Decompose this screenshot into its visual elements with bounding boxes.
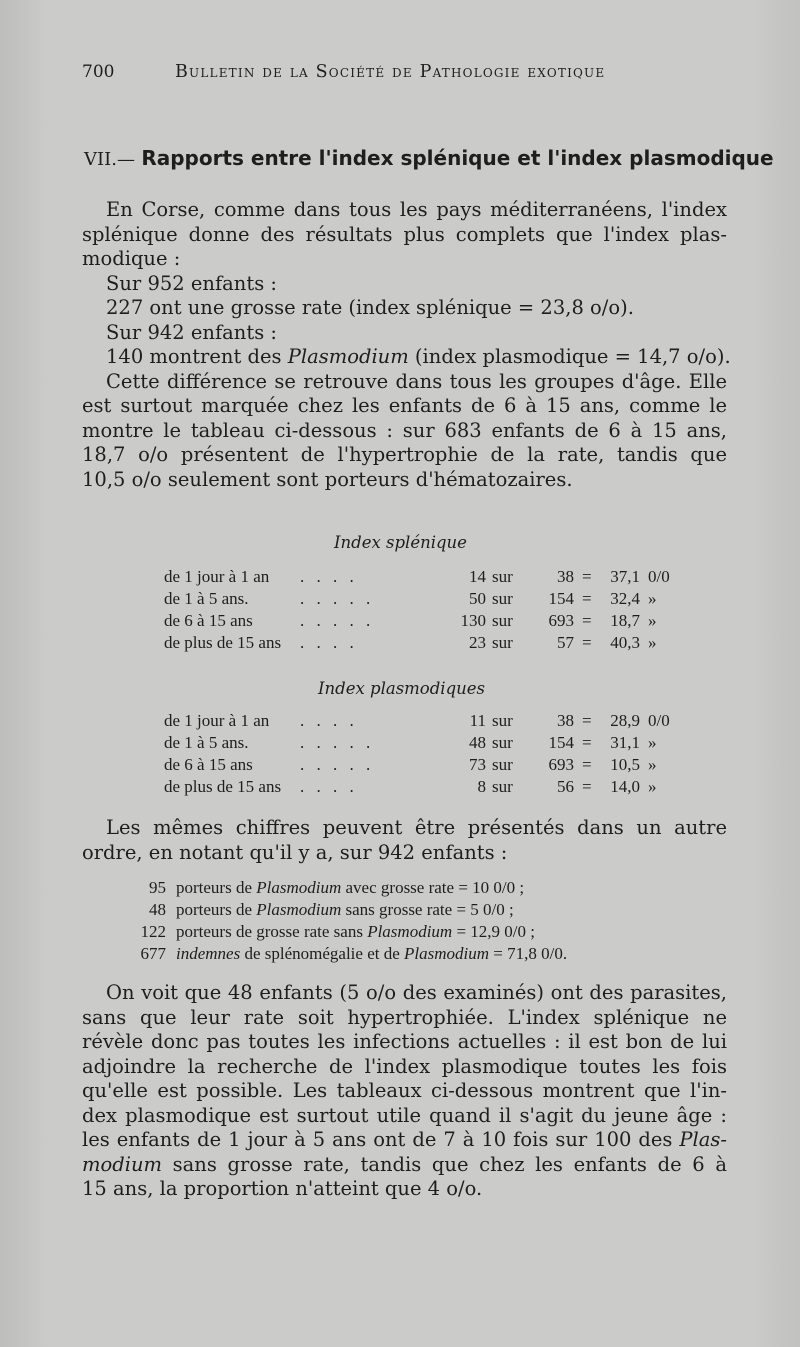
cell-leader: . . . . (300, 633, 358, 652)
cell-count: 14 (469, 567, 486, 586)
cell-eq: = (582, 777, 592, 796)
cell-count: 11 (469, 711, 486, 730)
cell-sur: sur (492, 589, 513, 608)
cell-pct: 37,1 (610, 567, 640, 586)
cell-pct: 28,9 (610, 711, 640, 730)
text-span: de splénomégalie et de (240, 944, 405, 963)
middle-paragraph (82, 816, 727, 865)
list-item (130, 877, 690, 899)
italic-term: Plas- (679, 1128, 727, 1151)
cell-total: 154 (548, 733, 574, 752)
conclusion-paragraph (82, 981, 727, 1202)
cell-pct: 14,0 (610, 777, 640, 796)
cell-total: 693 (548, 611, 574, 630)
text-line (82, 1153, 727, 1178)
cell-sur: sur (492, 711, 513, 730)
item-text (176, 943, 567, 965)
text-line: 18,7 o/o présentent de l'hypertrophie de la rate, tandis que (82, 443, 727, 466)
italic-term: Plasmodium (287, 345, 409, 368)
cell-sur: sur (492, 733, 513, 752)
cell-age: de 1 à 5 ans. (164, 733, 249, 752)
cell-eq: = (582, 633, 592, 652)
cell-unit: » (648, 733, 657, 752)
cell-leader: . . . . . (300, 755, 375, 774)
text-line: Les mêmes chiffres peuvent être présentés dans un autre (106, 816, 727, 839)
text-line: Cette différence se retrouve dans tous les groupes d'âge. Elle (106, 369, 727, 393)
table-row (164, 610, 684, 632)
cell-unit: » (648, 755, 657, 774)
italic-term: Plasmodium (404, 944, 490, 963)
table-row (164, 754, 684, 776)
cell-age: de 6 à 15 ans (164, 755, 253, 774)
cell-count: 23 (469, 633, 486, 652)
cell-age: de 6 à 15 ans (164, 611, 253, 630)
text-line: révèle donc pas toutes les infections actuelles : il est bon de lui (82, 1030, 727, 1053)
text-span: les enfants de 1 jour à 5 ans ont de 7 à 10 fois sur 100 des (82, 1128, 680, 1151)
cell-count: 50 (469, 589, 486, 608)
cell-unit: 0/0 (648, 567, 670, 586)
cell-eq: = (582, 755, 592, 774)
table-title-plasmodique: Index plasmodiques (318, 679, 486, 698)
item-count: 95 (149, 878, 166, 897)
text-line: ordre, en notant qu'il y a, sur 942 enfants : (82, 840, 508, 864)
text-span: porteurs de (176, 878, 257, 897)
item-count: 122 (140, 922, 166, 941)
cell-pct: 40,3 (610, 633, 640, 652)
cell-leader: . . . . (300, 777, 358, 796)
section-title: Rapports entre l'index splénique et l'index plasmodique (141, 146, 774, 170)
cell-pct: 18,7 (610, 611, 640, 630)
text-line: Sur 942 enfants : (106, 320, 277, 344)
text-line: dex plasmodique est surtout utile quand il s'agit du jeune âge : (82, 1103, 727, 1127)
cell-unit: » (648, 589, 657, 608)
cell-eq: = (582, 733, 592, 752)
text-line: En Corse, comme dans tous les pays méditerranéens, l'index (106, 198, 727, 221)
text-line: qu'elle est possible. Les tableaux ci-dessous montrent que l'in- (82, 1079, 727, 1102)
text-line (82, 345, 731, 370)
cell-sur: sur (492, 633, 513, 652)
text-span: 140 montrent des (106, 345, 288, 368)
cell-count: 8 (477, 777, 486, 796)
cell-eq: = (582, 589, 592, 608)
list-item (130, 899, 690, 921)
cell-sur: sur (492, 755, 513, 774)
intro-paragraph (82, 198, 731, 492)
cell-sur: sur (492, 777, 513, 796)
text-line: 15 ans, la proportion n'atteint que 4 o/o. (82, 1177, 483, 1200)
table-row (164, 588, 684, 610)
cell-leader: . . . . (300, 711, 358, 730)
item-text (176, 899, 514, 921)
item-text (176, 921, 535, 943)
list-item (130, 943, 690, 965)
cell-age: de 1 jour à 1 an (164, 711, 270, 730)
cell-leader: . . . . (300, 567, 358, 586)
cell-unit: » (648, 633, 657, 652)
italic-term: modium (82, 1152, 162, 1176)
cell-total: 57 (557, 633, 574, 652)
cell-eq: = (582, 711, 592, 730)
text-span: (index plasmodique = 14,7 o/o). (408, 345, 731, 368)
text-span: porteurs de (176, 900, 257, 919)
cell-eq: = (582, 611, 592, 630)
text-line (82, 1128, 727, 1153)
text-span: porteurs de grosse rate sans (176, 922, 368, 941)
table-row (164, 776, 684, 798)
item-count: 677 (140, 944, 166, 963)
text-line: splénique donne des résultats plus complets que l'index plas- (82, 222, 727, 246)
cell-age: de 1 jour à 1 an (164, 567, 270, 586)
cell-count: 48 (469, 733, 486, 752)
cell-total: 38 (557, 567, 574, 586)
cell-pct: 31,1 (610, 733, 640, 752)
text-line: montre le tableau ci-dessous : sur 683 enfants de 6 à 15 ans, (82, 418, 727, 442)
table-splenique (164, 566, 684, 654)
cell-unit: » (648, 777, 657, 796)
italic-term: Plasmodium (256, 878, 342, 897)
text-line: modique : (82, 247, 181, 270)
item-count: 48 (149, 900, 166, 919)
cell-total: 693 (548, 755, 574, 774)
cell-sur: sur (492, 611, 513, 630)
italic-term: Plasmodium (367, 922, 453, 941)
cell-pct: 10,5 (610, 755, 640, 774)
carriers-list (130, 877, 690, 965)
cell-age: de plus de 15 ans (164, 633, 282, 652)
journal-title: Bulletin de la Société de Pathologie exotique (175, 62, 606, 82)
text-line: 10,5 o/o seulement sont porteurs d'hématozaires. (82, 467, 573, 491)
item-text (176, 877, 524, 899)
list-item (130, 921, 690, 943)
section-heading (84, 146, 774, 170)
text-line: adjoindre la recherche de l'index plasmodique toutes les fois (82, 1054, 727, 1078)
italic-term: indemnes (176, 944, 241, 963)
cell-leader: . . . . . (300, 733, 375, 752)
italic-term: Plasmodium (256, 900, 342, 919)
cell-total: 56 (557, 777, 574, 796)
cell-total: 154 (548, 589, 574, 608)
text-span: avec grosse rate = 10 0/0 ; (341, 878, 525, 897)
table-title-splenique: Index splénique (334, 533, 467, 552)
cell-count: 130 (460, 611, 486, 630)
text-span: = 12,9 0/0 ; (452, 922, 535, 941)
table-plasmodique (164, 710, 684, 798)
table-row (164, 632, 684, 654)
cell-pct: 32,4 (610, 589, 640, 608)
text-line: sans que leur rate soit hypertrophiée. L'index splénique ne (82, 1005, 727, 1029)
text-span: = 71,8 0/0. (489, 944, 568, 963)
text-line: 227 ont une grosse rate (index splénique = 23,8 o/o). (106, 296, 634, 319)
table-row (164, 732, 684, 754)
text-span: sans grosse rate, tandis que chez les enfants de 6 à (162, 1152, 727, 1176)
cell-leader: . . . . . (300, 611, 375, 630)
text-line: Sur 952 enfants : (106, 271, 277, 295)
cell-total: 38 (557, 711, 574, 730)
running-header (82, 62, 720, 86)
page-number: 700 (82, 62, 115, 82)
cell-age: de plus de 15 ans (164, 777, 282, 796)
table-row (164, 566, 684, 588)
table-row (164, 710, 684, 732)
text-line: On voit que 48 enfants (5 o/o des examinés) ont des parasites, (106, 981, 727, 1004)
text-line: est surtout marquée chez les enfants de 6 à 15 ans, comme le (82, 394, 727, 417)
cell-age: de 1 à 5 ans. (164, 589, 249, 608)
cell-unit: 0/0 (648, 711, 670, 730)
text-span: sans grosse rate = 5 0/0 ; (341, 900, 514, 919)
cell-leader: . . . . . (300, 589, 375, 608)
cell-unit: » (648, 611, 657, 630)
cell-sur: sur (492, 567, 513, 586)
cell-eq: = (582, 567, 592, 586)
section-number: VII.— (84, 149, 135, 170)
cell-count: 73 (469, 755, 486, 774)
